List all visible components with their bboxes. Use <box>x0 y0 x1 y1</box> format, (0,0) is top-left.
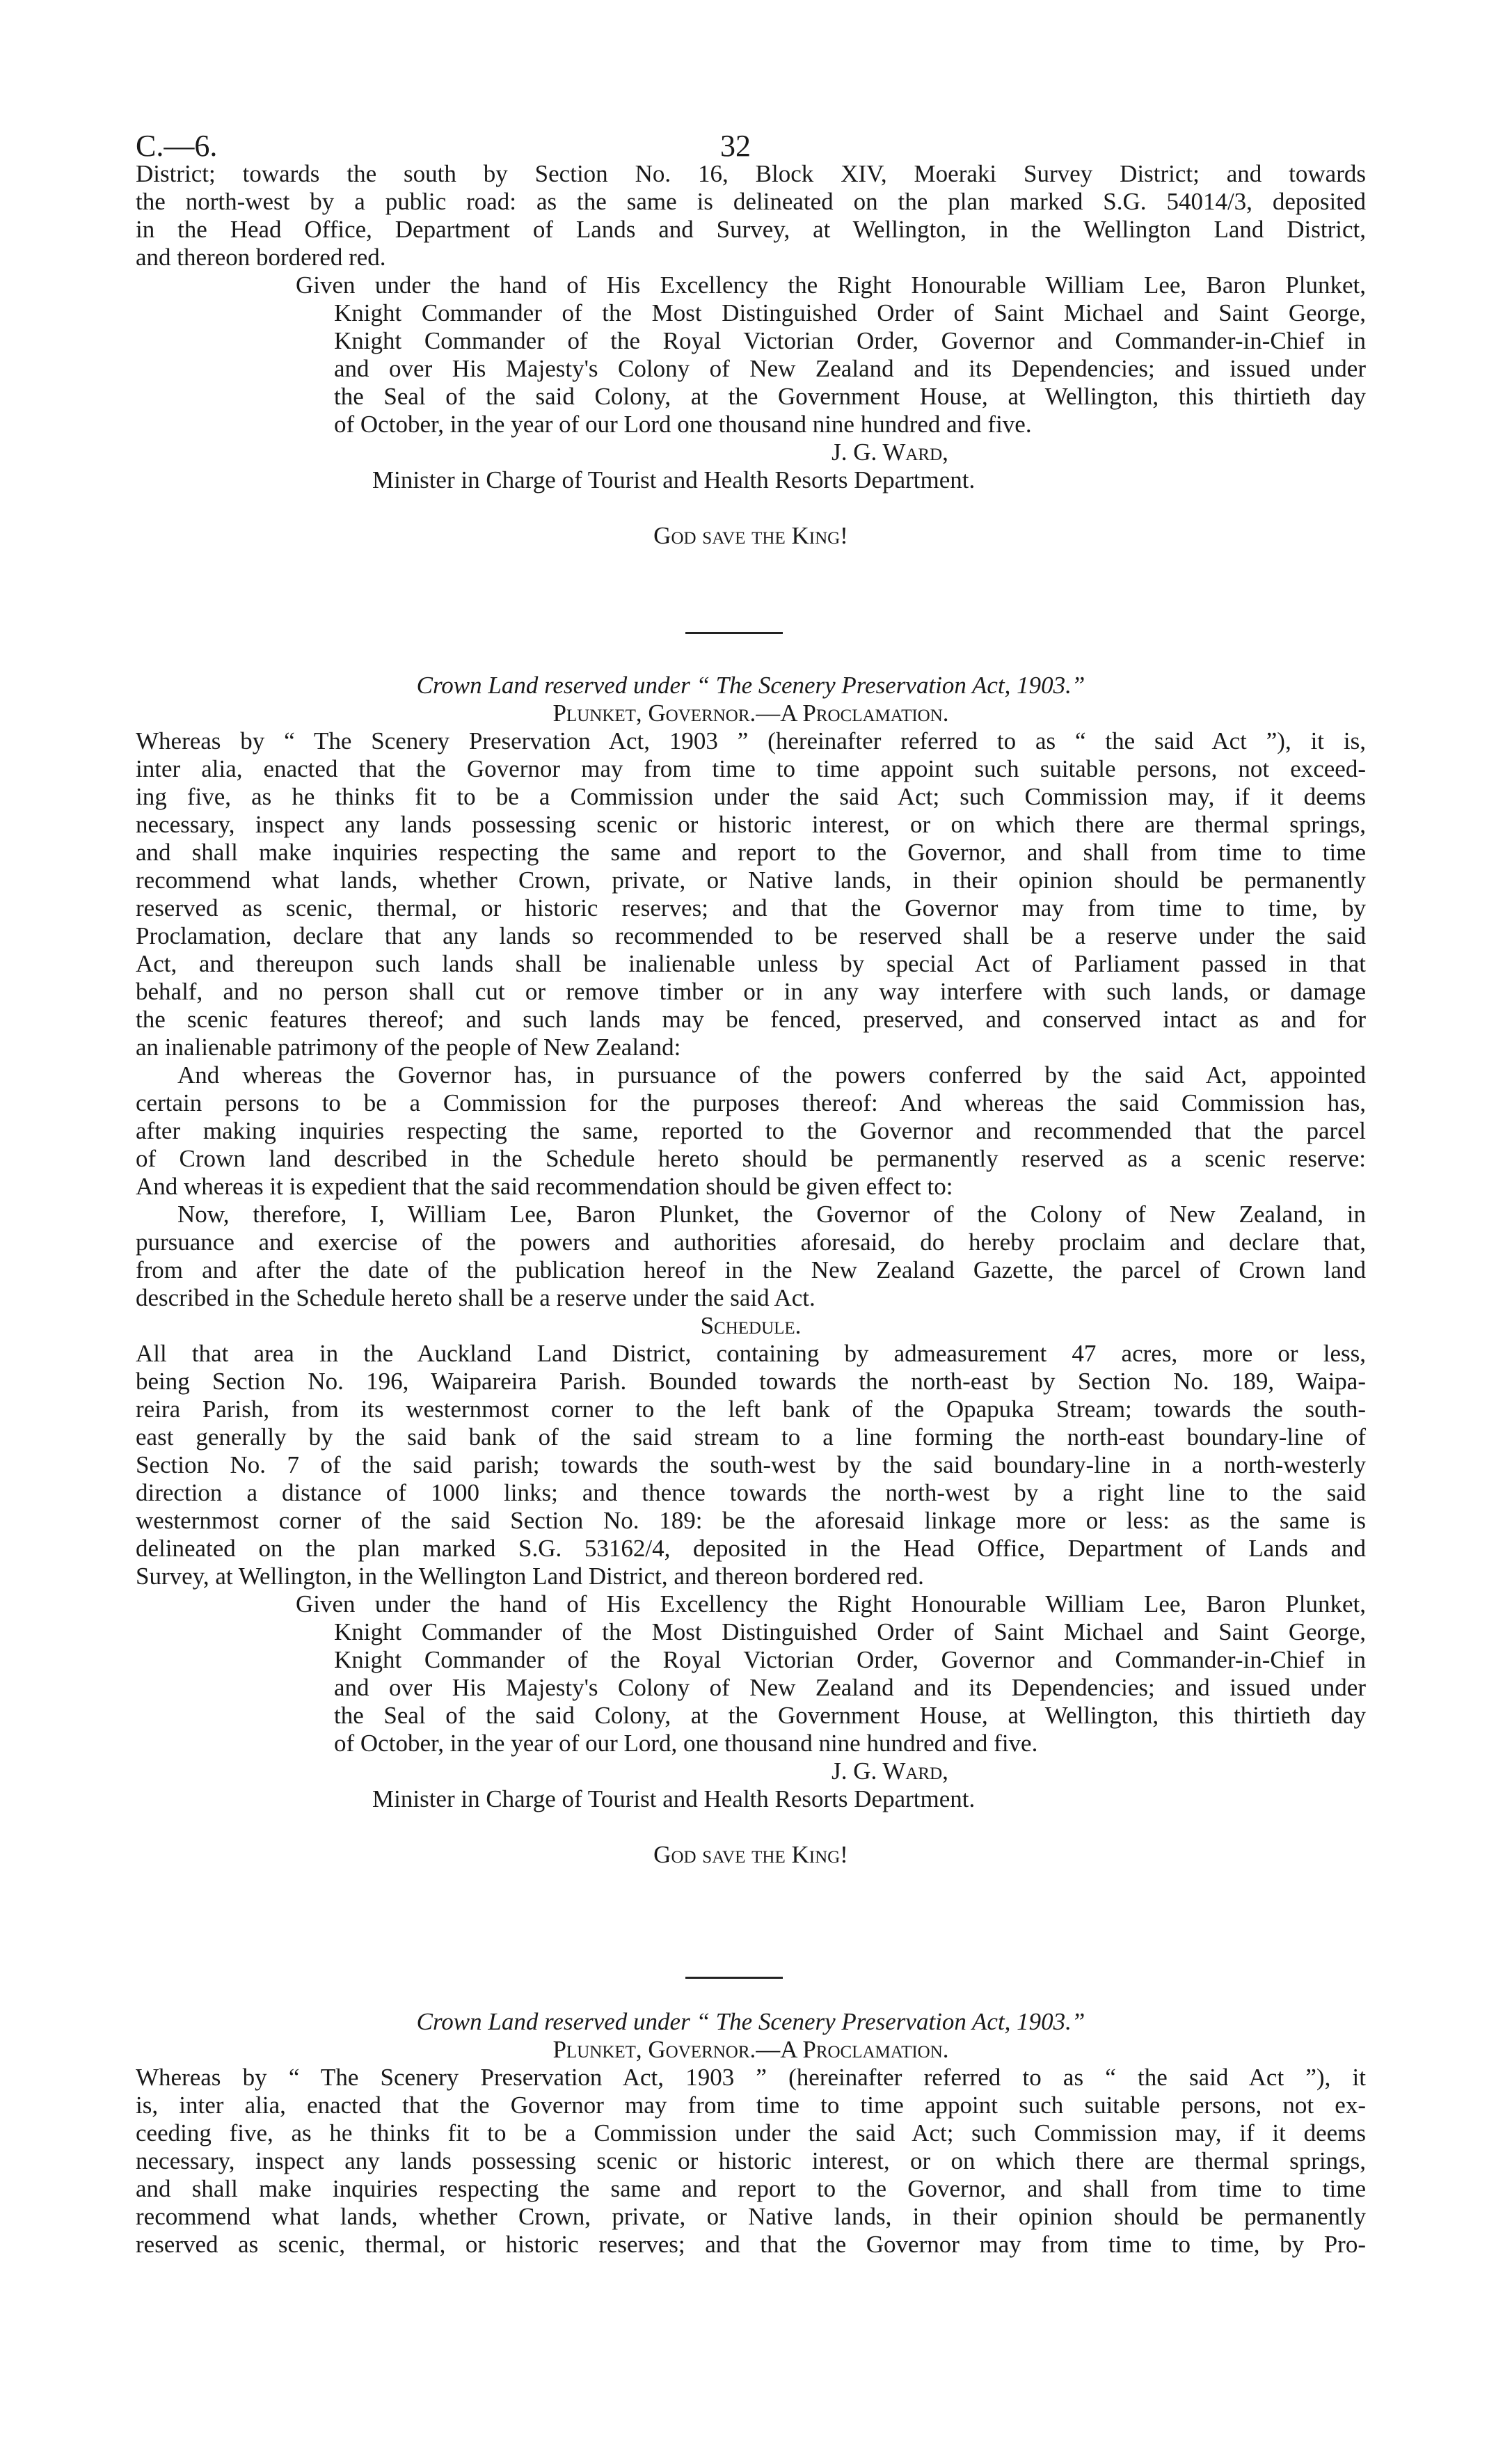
text-line: Whereas by “ The Scenery Preservation Act, 1903 ” (hereinafter referred to as “ the said Act ”), it is, <box>136 727 1366 754</box>
page-number: 32 <box>720 129 751 163</box>
text-line: Knight Commander of the Royal Victorian Order, Governor and Commander-in-Chief in <box>334 327 1366 354</box>
text-line: Given under the hand of His Excellency the Right Honourable William Lee, Baron Plunket, <box>296 1590 1366 1618</box>
text-line: ing five, as he thinks fit to be a Commission under the said Act; such Commission may, if it deems <box>136 783 1366 810</box>
text-line: inter alia, enacted that the Governor may from time to time appoint such suitable persons, not exceed- <box>136 755 1366 782</box>
text-line: from and after the date of the publication hereof in the New Zealand Gazette, the parcel of Crown land <box>136 1256 1366 1283</box>
section-divider <box>685 632 783 634</box>
text-line: is, inter alia, enacted that the Governor may from time to time appoint such suitable persons, not ex- <box>136 2092 1366 2119</box>
text-line: the scenic features thereof; and such lands may be fenced, preserved, and conserved intact as and for <box>136 1006 1366 1033</box>
text-line: and shall make inquiries respecting the same and report to the Governor, and shall from time to time <box>136 2175 1366 2202</box>
text-line: reserved as scenic, thermal, or historic reserves; and that the Governor may from time to time, by Pro- <box>136 2231 1366 2258</box>
text-line: Minister in Charge of Tourist and Health Resorts Department. <box>372 466 976 493</box>
text-line: being Section No. 196, Waipareira Parish. Bounded towards the north-east by Section No. 189, Waipa- <box>136 1368 1366 1395</box>
text-line: pursuance and exercise of the powers and authorities aforesaid, do hereby proclaim and declare that, <box>136 1228 1366 1256</box>
text-line: And whereas it is expedient that the said recommendation should be given effect to: <box>136 1173 953 1200</box>
text-line: J. G. Ward, <box>831 1757 948 1785</box>
text-line: Proclamation, declare that any lands so recommended to be reserved shall be a reserve under the said <box>136 922 1366 949</box>
text-line: behalf, and no person shall cut or remove timber or in any way interfere with such lands, or damage <box>136 978 1366 1005</box>
text-line: reira Parish, from its westernmost corner to the left bank of the Opapuka Stream; towards the south- <box>136 1396 1366 1423</box>
text-line: and over His Majesty's Colony of New Zealand and its Dependencies; and issued under <box>334 355 1366 382</box>
text-line <box>136 494 1366 522</box>
section-proclamation-waipareira <box>136 672 1366 1869</box>
text-line: Now, therefore, I, William Lee, Baron Plunket, the Governor of the Colony of New Zealand, in <box>177 1201 1366 1228</box>
text-line: of Crown land described in the Schedule hereto should be permanently reserved as a scenic reserve: <box>136 1145 1366 1172</box>
text-line: Plunket, Governor.—A Proclamation. <box>552 700 949 727</box>
text-line: And whereas the Governor has, in pursuance of the powers conferred by the said Act, appointed <box>177 1061 1366 1089</box>
text-line: God save the King! <box>653 1841 848 1868</box>
text-line: in the Head Office, Department of Lands and Survey, at Wellington, in the Wellington Land District, <box>136 216 1366 243</box>
text-line: District; towards the south by Section No. 16, Block XIV, Moeraki Survey District; and towards <box>136 160 1366 187</box>
text-line: Schedule. <box>700 1312 802 1339</box>
document-reference: C.—6. <box>136 129 218 163</box>
section-proclamation-next <box>136 2008 1366 2259</box>
text-line: of October, in the year of our Lord one thousand nine hundred and five. <box>334 411 1032 438</box>
text-line: east generally by the said bank of the said stream to a line forming the north-east boundary-line of <box>136 1423 1366 1451</box>
text-line <box>136 1813 1366 1841</box>
text-line: Survey, at Wellington, in the Wellington Land District, and thereon bordered red. <box>136 1563 924 1590</box>
text-line: Minister in Charge of Tourist and Health Resorts Department. <box>372 1785 976 1812</box>
text-line: Section No. 7 of the said parish; towards the south-west by the said boundary-line in a north-westerly <box>136 1451 1366 1478</box>
text-line: recommend what lands, whether Crown, private, or Native lands, in their opinion should be permanently <box>136 867 1366 894</box>
text-line: and shall make inquiries respecting the same and report to the Governor, and shall from time to time <box>136 839 1366 866</box>
text-line: J. G. Ward, <box>831 438 948 466</box>
text-line: recommend what lands, whether Crown, private, or Native lands, in their opinion should be permanently <box>136 2203 1366 2230</box>
text-line: Whereas by “ The Scenery Preservation Act, 1903 ” (hereinafter referred to as “ the said Act ”), it <box>136 2064 1366 2091</box>
text-line: Knight Commander of the Most Distinguished Order of Saint Michael and Saint George, <box>334 1618 1366 1645</box>
text-line: and thereon bordered red. <box>136 244 386 271</box>
text-line: God save the King! <box>653 522 848 549</box>
text-line: delineated on the plan marked S.G. 53162/4, deposited in the Head Office, Department of Lands and <box>136 1535 1366 1562</box>
text-line: and over His Majesty's Colony of New Zealand and its Dependencies; and issued under <box>334 1674 1366 1701</box>
text-line: necessary, inspect any lands possessing scenic or historic interest, or on which there are thermal springs, <box>136 2147 1366 2174</box>
text-line: Plunket, Governor.—A Proclamation. <box>552 2036 949 2063</box>
text-line: an inalienable patrimony of the people of New Zealand: <box>136 1034 681 1061</box>
text-line: described in the Schedule hereto shall be a reserve under the said Act. <box>136 1284 815 1311</box>
text-line: the Seal of the said Colony, at the Government House, at Wellington, this thirtieth day <box>334 383 1366 410</box>
section-divider <box>685 1977 783 1979</box>
text-line: certain persons to be a Commission for the purposes thereof: And whereas the said Commission has, <box>136 1089 1366 1116</box>
text-line: Act, and thereupon such lands shall be inalienable unless by special Act of Parliament passed in that <box>136 950 1366 977</box>
text-line: Crown Land reserved under “ The Scenery Preservation Act, 1903.” <box>416 2008 1085 2035</box>
text-line: the Seal of the said Colony, at the Government House, at Wellington, this thirtieth day <box>334 1702 1366 1729</box>
text-line: westernmost corner of the said Section No. 189: be the aforesaid linkage more or less: as the same is <box>136 1507 1366 1534</box>
text-line: necessary, inspect any lands possessing scenic or historic interest, or on which there are thermal springs, <box>136 811 1366 838</box>
text-line: Knight Commander of the Royal Victorian Order, Governor and Commander-in-Chief in <box>334 1646 1366 1673</box>
text-line: after making inquiries respecting the same, reported to the Governor and recommended that the parcel <box>136 1117 1366 1144</box>
text-line: All that area in the Auckland Land District, containing by admeasurement 47 acres, more or less, <box>136 1340 1366 1367</box>
section-continuation <box>136 160 1366 550</box>
text-line: of October, in the year of our Lord, one thousand nine hundred and five. <box>334 1730 1038 1757</box>
text-line: Given under the hand of His Excellency the Right Honourable William Lee, Baron Plunket, <box>296 271 1366 299</box>
text-line: ceeding five, as he thinks fit to be a Commission under the said Act; such Commission may, if it deems <box>136 2119 1366 2147</box>
text-line: Knight Commander of the Most Distinguished Order of Saint Michael and Saint George, <box>334 299 1366 326</box>
text-line: Crown Land reserved under “ The Scenery Preservation Act, 1903.” <box>416 672 1085 699</box>
text-line: reserved as scenic, thermal, or historic reserves; and that the Governor may from time to time, by <box>136 894 1366 922</box>
text-line: the north-west by a public road: as the same is delineated on the plan marked S.G. 54014/3, deposited <box>136 188 1366 215</box>
text-line: direction a distance of 1000 links; and thence towards the north-west by a right line to the said <box>136 1479 1366 1506</box>
